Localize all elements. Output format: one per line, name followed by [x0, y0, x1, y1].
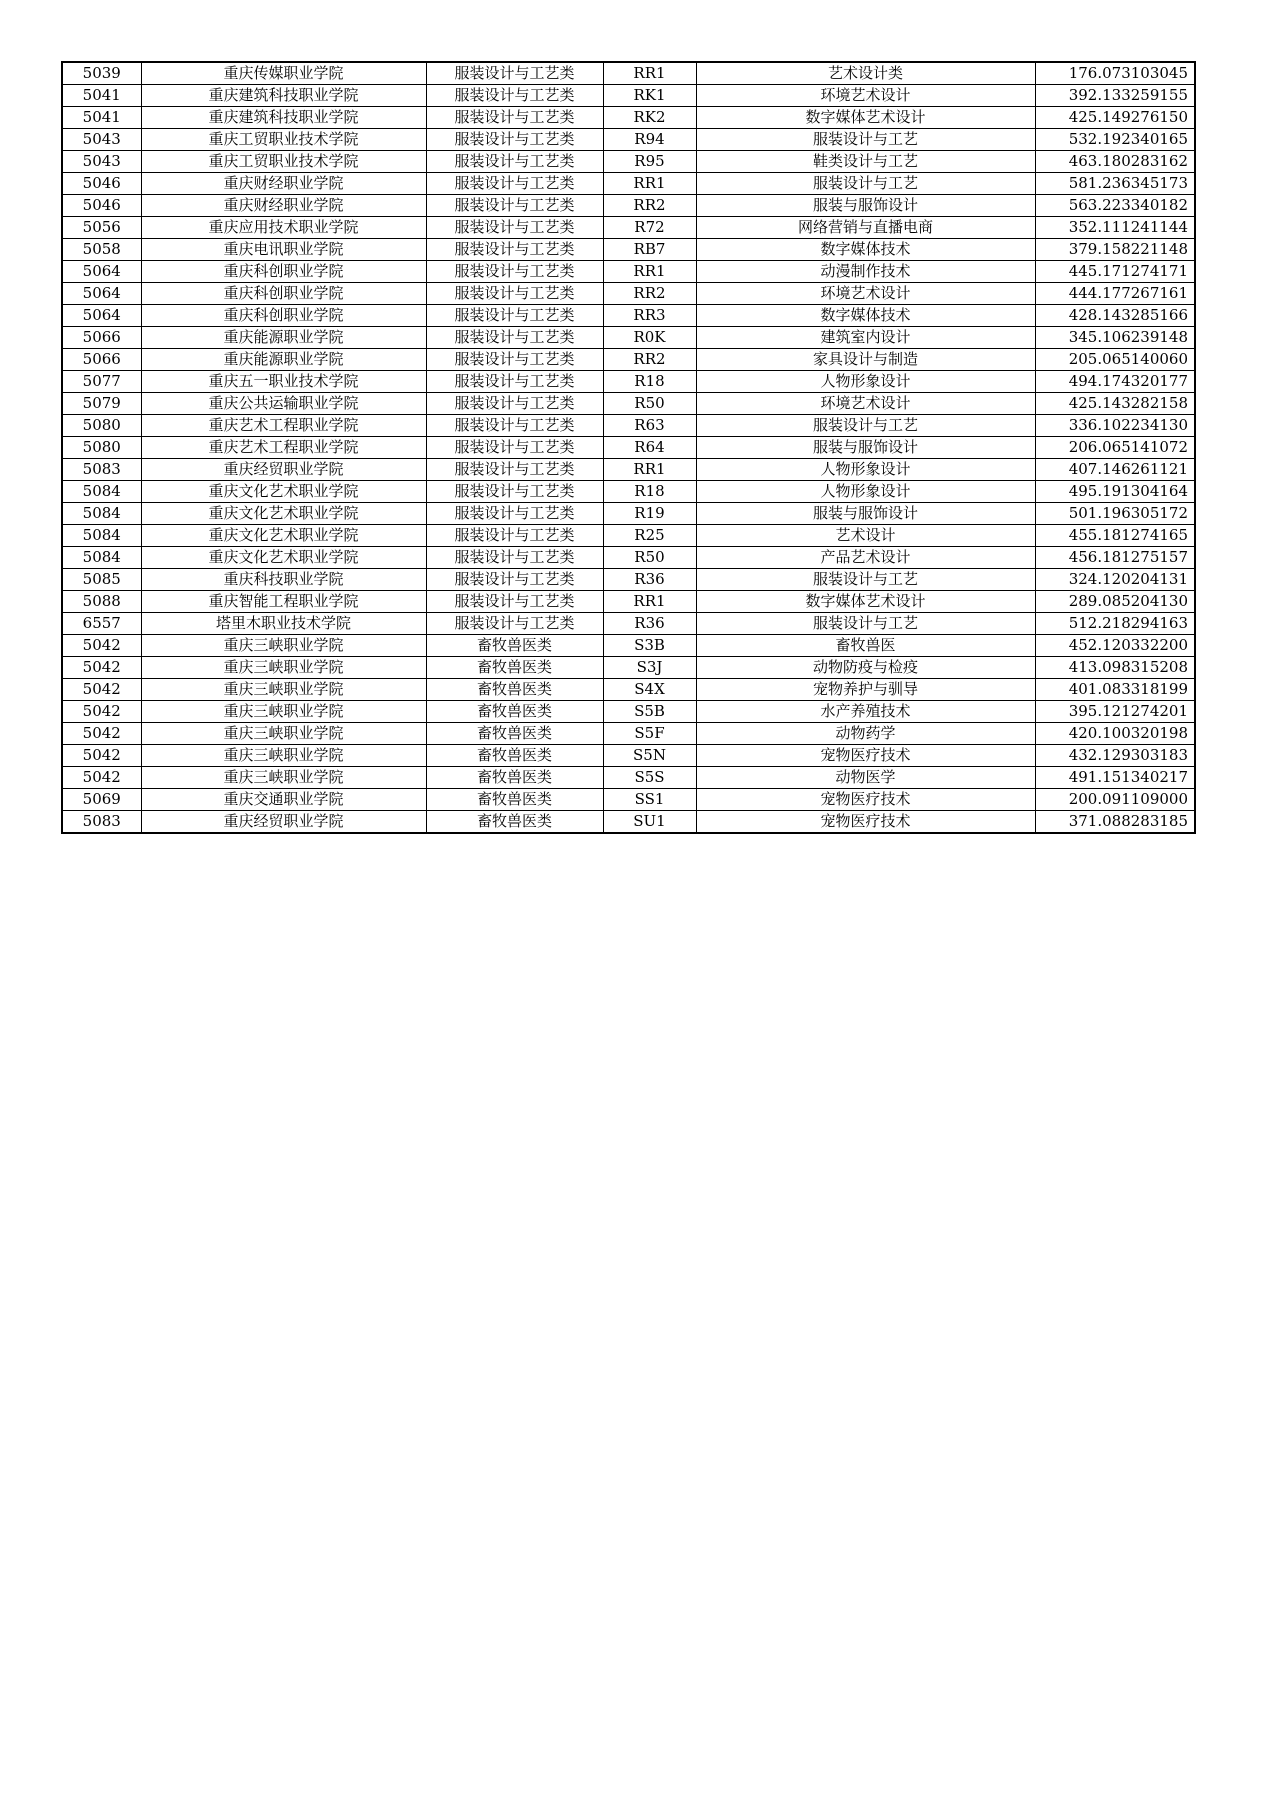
- school-name-cell: 重庆三峡职业学院: [141, 679, 426, 701]
- table-row: [62, 547, 1195, 569]
- school-name-cell: 重庆经贸职业学院: [141, 811, 426, 834]
- major-code-cell: S3B: [603, 635, 696, 657]
- school-code-cell: 5041: [62, 85, 141, 107]
- score-cell: 379.158221148: [1035, 239, 1195, 261]
- table-row: [62, 283, 1195, 305]
- category-cell: 服装设计与工艺类: [426, 217, 603, 239]
- score-cell: 495.191304164: [1035, 481, 1195, 503]
- category-cell: 畜牧兽医类: [426, 723, 603, 745]
- major-name-cell: 数字媒体艺术设计: [696, 591, 1035, 613]
- table-row: [62, 305, 1195, 327]
- major-name-cell: 环境艺术设计: [696, 393, 1035, 415]
- school-name-cell: 重庆文化艺术职业学院: [141, 503, 426, 525]
- major-name-cell: 动物药学: [696, 723, 1035, 745]
- table-row: [62, 525, 1195, 547]
- category-cell: 服装设计与工艺类: [426, 129, 603, 151]
- major-name-cell: 艺术设计类: [696, 62, 1035, 85]
- school-name-cell: 重庆科创职业学院: [141, 283, 426, 305]
- major-code-cell: S3J: [603, 657, 696, 679]
- score-cell: 532.192340165: [1035, 129, 1195, 151]
- major-name-cell: 服装与服饰设计: [696, 437, 1035, 459]
- score-cell: 392.133259155: [1035, 85, 1195, 107]
- major-code-cell: R64: [603, 437, 696, 459]
- category-cell: 服装设计与工艺类: [426, 481, 603, 503]
- table-row: [62, 481, 1195, 503]
- major-code-cell: RR1: [603, 261, 696, 283]
- category-cell: 畜牧兽医类: [426, 701, 603, 723]
- school-code-cell: 5058: [62, 239, 141, 261]
- major-name-cell: 人物形象设计: [696, 459, 1035, 481]
- school-name-cell: 重庆电讯职业学院: [141, 239, 426, 261]
- table-row: [62, 723, 1195, 745]
- table-row: [62, 151, 1195, 173]
- school-code-cell: 5039: [62, 62, 141, 85]
- score-cell: 395.121274201: [1035, 701, 1195, 723]
- category-cell: 服装设计与工艺类: [426, 459, 603, 481]
- score-cell: 501.196305172: [1035, 503, 1195, 525]
- school-name-cell: 重庆传媒职业学院: [141, 62, 426, 85]
- major-name-cell: 服装与服饰设计: [696, 503, 1035, 525]
- major-name-cell: 宠物医疗技术: [696, 811, 1035, 834]
- table-row: [62, 239, 1195, 261]
- school-code-cell: 5042: [62, 679, 141, 701]
- score-cell: 425.149276150: [1035, 107, 1195, 129]
- admission-scores-table: [61, 61, 1196, 834]
- table-row: [62, 415, 1195, 437]
- school-code-cell: 5042: [62, 635, 141, 657]
- table-row: [62, 613, 1195, 635]
- category-cell: 服装设计与工艺类: [426, 261, 603, 283]
- major-code-cell: RR2: [603, 349, 696, 371]
- category-cell: 服装设计与工艺类: [426, 503, 603, 525]
- category-cell: 服装设计与工艺类: [426, 393, 603, 415]
- table-row: [62, 745, 1195, 767]
- table-row: [62, 85, 1195, 107]
- major-name-cell: 家具设计与制造: [696, 349, 1035, 371]
- major-code-cell: R36: [603, 613, 696, 635]
- category-cell: 服装设计与工艺类: [426, 151, 603, 173]
- major-name-cell: 动物医学: [696, 767, 1035, 789]
- school-name-cell: 重庆工贸职业技术学院: [141, 129, 426, 151]
- school-code-cell: 5042: [62, 723, 141, 745]
- school-name-cell: 重庆智能工程职业学院: [141, 591, 426, 613]
- category-cell: 畜牧兽医类: [426, 745, 603, 767]
- school-code-cell: 5046: [62, 173, 141, 195]
- school-code-cell: 5043: [62, 129, 141, 151]
- major-code-cell: S5B: [603, 701, 696, 723]
- school-name-cell: 重庆能源职业学院: [141, 327, 426, 349]
- major-name-cell: 建筑室内设计: [696, 327, 1035, 349]
- major-code-cell: R18: [603, 481, 696, 503]
- major-name-cell: 宠物医疗技术: [696, 789, 1035, 811]
- table-row: [62, 635, 1195, 657]
- school-code-cell: 5046: [62, 195, 141, 217]
- score-cell: 455.181274165: [1035, 525, 1195, 547]
- major-name-cell: 动漫制作技术: [696, 261, 1035, 283]
- school-code-cell: 5066: [62, 327, 141, 349]
- category-cell: 服装设计与工艺类: [426, 415, 603, 437]
- school-name-cell: 重庆三峡职业学院: [141, 767, 426, 789]
- score-cell: 200.091109000: [1035, 789, 1195, 811]
- score-cell: 205.065140060: [1035, 349, 1195, 371]
- major-name-cell: 宠物医疗技术: [696, 745, 1035, 767]
- score-cell: 371.088283185: [1035, 811, 1195, 834]
- score-cell: 432.129303183: [1035, 745, 1195, 767]
- school-name-cell: 重庆五一职业技术学院: [141, 371, 426, 393]
- table-row: [62, 459, 1195, 481]
- score-cell: 352.111241144: [1035, 217, 1195, 239]
- school-name-cell: 重庆财经职业学院: [141, 173, 426, 195]
- major-name-cell: 服装设计与工艺: [696, 129, 1035, 151]
- school-name-cell: 重庆科创职业学院: [141, 261, 426, 283]
- school-code-cell: 5080: [62, 415, 141, 437]
- category-cell: 服装设计与工艺类: [426, 547, 603, 569]
- school-name-cell: 重庆三峡职业学院: [141, 657, 426, 679]
- score-cell: 289.085204130: [1035, 591, 1195, 613]
- school-code-cell: 5083: [62, 811, 141, 834]
- score-cell: 206.065141072: [1035, 437, 1195, 459]
- school-name-cell: 重庆工贸职业技术学院: [141, 151, 426, 173]
- school-code-cell: 5042: [62, 767, 141, 789]
- major-code-cell: RK1: [603, 85, 696, 107]
- category-cell: 服装设计与工艺类: [426, 591, 603, 613]
- major-name-cell: 环境艺术设计: [696, 283, 1035, 305]
- major-name-cell: 数字媒体艺术设计: [696, 107, 1035, 129]
- school-name-cell: 重庆三峡职业学院: [141, 635, 426, 657]
- major-name-cell: 网络营销与直播电商: [696, 217, 1035, 239]
- score-cell: 581.236345173: [1035, 173, 1195, 195]
- major-code-cell: RR3: [603, 305, 696, 327]
- score-cell: 563.223340182: [1035, 195, 1195, 217]
- major-code-cell: RR2: [603, 283, 696, 305]
- category-cell: 服装设计与工艺类: [426, 85, 603, 107]
- school-name-cell: 重庆应用技术职业学院: [141, 217, 426, 239]
- category-cell: 畜牧兽医类: [426, 657, 603, 679]
- category-cell: 服装设计与工艺类: [426, 569, 603, 591]
- score-cell: 324.120204131: [1035, 569, 1195, 591]
- school-code-cell: 5069: [62, 789, 141, 811]
- school-code-cell: 5042: [62, 745, 141, 767]
- major-code-cell: R50: [603, 393, 696, 415]
- table-row: [62, 62, 1195, 85]
- major-name-cell: 艺术设计: [696, 525, 1035, 547]
- category-cell: 畜牧兽医类: [426, 789, 603, 811]
- major-code-cell: R50: [603, 547, 696, 569]
- table-row: [62, 327, 1195, 349]
- school-code-cell: 5041: [62, 107, 141, 129]
- school-code-cell: 5042: [62, 657, 141, 679]
- school-code-cell: 5056: [62, 217, 141, 239]
- major-code-cell: S5F: [603, 723, 696, 745]
- school-name-cell: 重庆建筑科技职业学院: [141, 107, 426, 129]
- school-code-cell: 5064: [62, 305, 141, 327]
- major-code-cell: R94: [603, 129, 696, 151]
- table-body: [62, 62, 1195, 833]
- school-name-cell: 重庆建筑科技职业学院: [141, 85, 426, 107]
- school-name-cell: 重庆交通职业学院: [141, 789, 426, 811]
- category-cell: 畜牧兽医类: [426, 679, 603, 701]
- school-name-cell: 重庆三峡职业学院: [141, 723, 426, 745]
- school-name-cell: 重庆艺术工程职业学院: [141, 437, 426, 459]
- score-cell: 345.106239148: [1035, 327, 1195, 349]
- table-row: [62, 591, 1195, 613]
- school-name-cell: 重庆文化艺术职业学院: [141, 547, 426, 569]
- score-cell: 512.218294163: [1035, 613, 1195, 635]
- major-name-cell: 鞋类设计与工艺: [696, 151, 1035, 173]
- school-code-cell: 5064: [62, 283, 141, 305]
- major-name-cell: 服装设计与工艺: [696, 173, 1035, 195]
- table-row: [62, 129, 1195, 151]
- score-cell: 425.143282158: [1035, 393, 1195, 415]
- score-cell: 445.171274171: [1035, 261, 1195, 283]
- school-code-cell: 5064: [62, 261, 141, 283]
- major-code-cell: SU1: [603, 811, 696, 834]
- major-code-cell: RR1: [603, 459, 696, 481]
- school-name-cell: 重庆艺术工程职业学院: [141, 415, 426, 437]
- school-code-cell: 5080: [62, 437, 141, 459]
- score-cell: 428.143285166: [1035, 305, 1195, 327]
- school-code-cell: 5083: [62, 459, 141, 481]
- major-code-cell: RR1: [603, 173, 696, 195]
- major-code-cell: RR2: [603, 195, 696, 217]
- category-cell: 服装设计与工艺类: [426, 62, 603, 85]
- table-row: [62, 679, 1195, 701]
- major-code-cell: S4X: [603, 679, 696, 701]
- score-cell: 401.083318199: [1035, 679, 1195, 701]
- school-code-cell: 5085: [62, 569, 141, 591]
- table-row: [62, 767, 1195, 789]
- score-cell: 413.098315208: [1035, 657, 1195, 679]
- table-row: [62, 569, 1195, 591]
- major-code-cell: R25: [603, 525, 696, 547]
- school-name-cell: 重庆文化艺术职业学院: [141, 481, 426, 503]
- table-row: [62, 811, 1195, 834]
- table-row: [62, 217, 1195, 239]
- major-name-cell: 产品艺术设计: [696, 547, 1035, 569]
- table-row: [62, 437, 1195, 459]
- school-name-cell: 重庆文化艺术职业学院: [141, 525, 426, 547]
- major-name-cell: 数字媒体技术: [696, 239, 1035, 261]
- score-cell: 444.177267161: [1035, 283, 1195, 305]
- major-code-cell: RB7: [603, 239, 696, 261]
- school-name-cell: 重庆能源职业学院: [141, 349, 426, 371]
- major-name-cell: 人物形象设计: [696, 371, 1035, 393]
- school-code-cell: 5077: [62, 371, 141, 393]
- score-cell: 420.100320198: [1035, 723, 1195, 745]
- school-name-cell: 重庆经贸职业学院: [141, 459, 426, 481]
- score-cell: 494.174320177: [1035, 371, 1195, 393]
- school-name-cell: 重庆三峡职业学院: [141, 701, 426, 723]
- major-code-cell: R95: [603, 151, 696, 173]
- score-cell: 491.151340217: [1035, 767, 1195, 789]
- school-code-cell: 5043: [62, 151, 141, 173]
- table-row: [62, 261, 1195, 283]
- table-row: [62, 789, 1195, 811]
- major-code-cell: RR1: [603, 62, 696, 85]
- major-code-cell: R63: [603, 415, 696, 437]
- score-cell: 176.073103045: [1035, 62, 1195, 85]
- table-row: [62, 503, 1195, 525]
- major-name-cell: 畜牧兽医: [696, 635, 1035, 657]
- major-name-cell: 服装设计与工艺: [696, 569, 1035, 591]
- school-name-cell: 重庆三峡职业学院: [141, 745, 426, 767]
- score-cell: 463.180283162: [1035, 151, 1195, 173]
- school-code-cell: 5066: [62, 349, 141, 371]
- category-cell: 服装设计与工艺类: [426, 613, 603, 635]
- category-cell: 服装设计与工艺类: [426, 327, 603, 349]
- table-row: [62, 107, 1195, 129]
- table-row: [62, 393, 1195, 415]
- major-code-cell: R18: [603, 371, 696, 393]
- score-cell: 407.146261121: [1035, 459, 1195, 481]
- school-code-cell: 5084: [62, 503, 141, 525]
- category-cell: 服装设计与工艺类: [426, 239, 603, 261]
- major-name-cell: 动物防疫与检疫: [696, 657, 1035, 679]
- major-name-cell: 服装设计与工艺: [696, 613, 1035, 635]
- score-cell: 336.102234130: [1035, 415, 1195, 437]
- category-cell: 服装设计与工艺类: [426, 173, 603, 195]
- major-name-cell: 服装设计与工艺: [696, 415, 1035, 437]
- category-cell: 服装设计与工艺类: [426, 195, 603, 217]
- major-name-cell: 环境艺术设计: [696, 85, 1035, 107]
- school-name-cell: 重庆公共运输职业学院: [141, 393, 426, 415]
- school-code-cell: 5042: [62, 701, 141, 723]
- category-cell: 畜牧兽医类: [426, 767, 603, 789]
- major-name-cell: 人物形象设计: [696, 481, 1035, 503]
- major-code-cell: R36: [603, 569, 696, 591]
- major-name-cell: 水产养殖技术: [696, 701, 1035, 723]
- table-row: [62, 701, 1195, 723]
- table-row: [62, 371, 1195, 393]
- category-cell: 畜牧兽医类: [426, 635, 603, 657]
- category-cell: 服装设计与工艺类: [426, 525, 603, 547]
- school-code-cell: 5084: [62, 525, 141, 547]
- school-code-cell: 5079: [62, 393, 141, 415]
- school-code-cell: 5084: [62, 547, 141, 569]
- category-cell: 服装设计与工艺类: [426, 283, 603, 305]
- school-name-cell: 重庆科技职业学院: [141, 569, 426, 591]
- category-cell: 服装设计与工艺类: [426, 107, 603, 129]
- score-cell: 452.120332200: [1035, 635, 1195, 657]
- school-name-cell: 重庆科创职业学院: [141, 305, 426, 327]
- category-cell: 服装设计与工艺类: [426, 349, 603, 371]
- category-cell: 服装设计与工艺类: [426, 437, 603, 459]
- score-cell: 456.181275157: [1035, 547, 1195, 569]
- table-row: [62, 173, 1195, 195]
- school-code-cell: 6557: [62, 613, 141, 635]
- major-name-cell: 数字媒体技术: [696, 305, 1035, 327]
- major-code-cell: S5S: [603, 767, 696, 789]
- major-code-cell: R19: [603, 503, 696, 525]
- major-code-cell: RK2: [603, 107, 696, 129]
- table-row: [62, 349, 1195, 371]
- major-name-cell: 宠物养护与驯导: [696, 679, 1035, 701]
- table-row: [62, 195, 1195, 217]
- category-cell: 畜牧兽医类: [426, 811, 603, 834]
- major-name-cell: 服装与服饰设计: [696, 195, 1035, 217]
- major-code-cell: RR1: [603, 591, 696, 613]
- category-cell: 服装设计与工艺类: [426, 305, 603, 327]
- school-code-cell: 5084: [62, 481, 141, 503]
- major-code-cell: SS1: [603, 789, 696, 811]
- major-code-cell: S5N: [603, 745, 696, 767]
- school-name-cell: 塔里木职业技术学院: [141, 613, 426, 635]
- school-name-cell: 重庆财经职业学院: [141, 195, 426, 217]
- category-cell: 服装设计与工艺类: [426, 371, 603, 393]
- school-code-cell: 5088: [62, 591, 141, 613]
- major-code-cell: R72: [603, 217, 696, 239]
- major-code-cell: R0K: [603, 327, 696, 349]
- table-row: [62, 657, 1195, 679]
